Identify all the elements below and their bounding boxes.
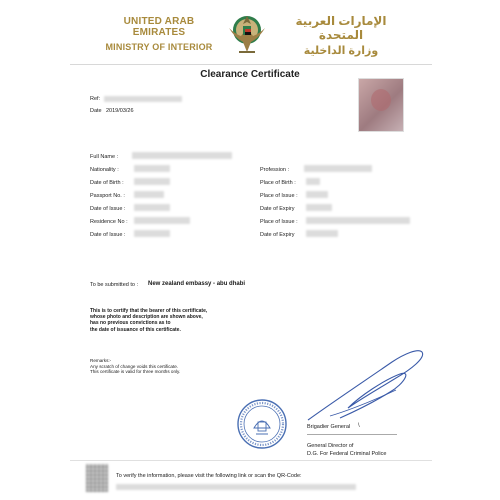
field-label-date-of-issue: Date of Issue :	[90, 206, 126, 212]
ministry-name-ar: وزارة الداخلية	[303, 45, 379, 57]
field-label-residence: Residence No :	[90, 219, 128, 225]
field-value-redacted	[306, 230, 338, 237]
field-label-place-of-issue: Place of Issue :	[260, 193, 298, 199]
field-value-redacted	[306, 204, 332, 211]
remarks-line: This certificate is valid for three months only.	[90, 369, 181, 375]
certify-line: has no previous convictions as to	[90, 320, 171, 327]
field-label-date-of-expiry: Date of Expiry	[260, 206, 295, 212]
field-value-redacted	[306, 217, 410, 224]
field-value-redacted	[306, 191, 328, 198]
footer-divider	[70, 460, 432, 461]
remarks-line: Any scratch of change voids this certificate.	[90, 363, 179, 369]
signatory-mark: \	[358, 423, 360, 429]
ref-label: Ref:	[90, 96, 101, 102]
header-divider	[70, 64, 432, 65]
field-value-redacted	[134, 204, 170, 211]
certify-line: This is to certify that the bearer of this certificate,	[90, 308, 208, 314]
bearer-photo-redacted	[358, 78, 404, 132]
verify-link-redacted	[116, 484, 356, 490]
ref-value-redacted	[104, 96, 182, 102]
header-arabic	[282, 14, 400, 57]
field-value-redacted	[134, 230, 170, 237]
remarks	[90, 358, 260, 375]
field-label-date-of-expiry-2: Date of Expiry	[260, 232, 295, 238]
field-label-place-of-issue-2: Place of Issue :	[260, 219, 298, 225]
header-english	[98, 16, 220, 52]
verify-instructions: To verify the information, please visit the following link or scan the QR-Code:	[116, 473, 302, 479]
field-value-redacted	[134, 217, 190, 224]
field-label-nationality: Nationality :	[90, 167, 119, 173]
field-label-date-of-issue-2: Date of Issue :	[90, 232, 126, 238]
signatory-role-line1: General Director of	[307, 443, 354, 449]
country-name-ar: الإمارات العربية المتحدة	[295, 14, 387, 42]
field-value-redacted	[134, 165, 170, 172]
country-name-en: UNITED ARAB EMIRATES	[123, 16, 195, 38]
ministry-name-en: MINISTRY OF INTERIOR	[105, 42, 213, 52]
field-label-place-of-birth: Place of Birth :	[260, 180, 296, 186]
field-label-passport: Passport No. :	[90, 193, 125, 199]
submitted-to-label: To be submitted to :	[90, 282, 138, 288]
field-value-redacted	[132, 152, 232, 159]
date-value: 2019/03/26	[106, 108, 134, 114]
signatory-role-line2: D.G. For Federal Criminal Police	[307, 451, 387, 457]
uae-emblem-icon	[221, 8, 273, 60]
certify-line: whose photo and description are shown above,	[90, 314, 203, 321]
official-stamp-icon	[236, 398, 288, 450]
field-value-redacted	[134, 191, 164, 198]
field-label-full-name: Full Name :	[90, 154, 119, 160]
qr-code-icon	[86, 464, 108, 492]
submitted-to-value: New zealand embassy - abu dhabi	[148, 281, 246, 287]
field-value-redacted	[306, 178, 320, 185]
field-label-dob: Date of Birth :	[90, 180, 124, 186]
certify-line: the date of issuance of this certificate.	[90, 326, 181, 333]
date-label: Date	[90, 108, 102, 114]
remarks-line: Remarks:-	[90, 358, 112, 363]
signatory-rank: Brigadier General	[307, 424, 351, 430]
field-value-redacted	[134, 178, 170, 185]
signature-line	[307, 434, 397, 435]
field-label-profession: Profession :	[260, 167, 290, 173]
signature-icon	[300, 344, 430, 426]
certification-statement	[90, 308, 260, 333]
field-value-redacted	[304, 165, 372, 172]
document-title: Clearance Certificate	[200, 69, 300, 80]
